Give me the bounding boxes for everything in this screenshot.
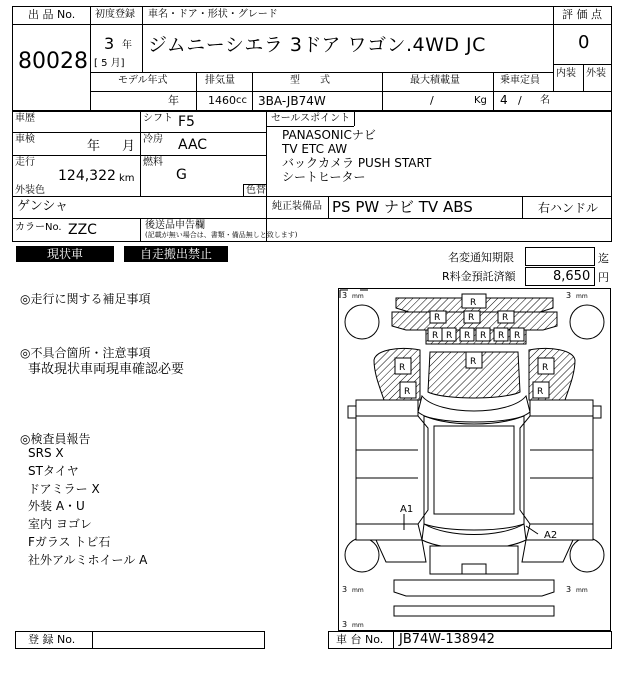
inspector-item: 外装 A・U [28, 499, 85, 514]
steering-value: 右ハンドル [538, 201, 599, 215]
lot-label: 出 品 No. [28, 8, 76, 21]
model-year-label: モデル年式 [118, 75, 168, 86]
ext-color-label: 外装色 [15, 185, 45, 196]
svg-text:R: R [432, 331, 439, 341]
mark-a1: A1 [400, 504, 414, 515]
tread-rl: 3 [342, 585, 348, 594]
name-change-unit: 迄 [598, 252, 609, 265]
inspector-item: ドアミラー X [28, 481, 100, 496]
fuel-value: G [176, 167, 187, 183]
mark-a2: A2 [544, 530, 558, 541]
exterior-label: 外装 [586, 68, 606, 79]
aircon-value: AAC [178, 137, 208, 153]
first-reg-year: 3 [104, 34, 115, 53]
interior-label: 内装 [556, 68, 576, 79]
post-report-label: 後送品申告欄 [145, 220, 205, 231]
color-change-label: 色替 [246, 185, 266, 196]
svg-text:R: R [537, 387, 544, 397]
tread-rr: 3 [566, 585, 572, 594]
title-label: 車名・ドア・形状・グレード [148, 9, 278, 20]
std-equip-value: PS PW ナビ TV ABS [332, 198, 473, 216]
inspector-item: SRS X [28, 446, 64, 460]
first-reg-year-unit: 年 [122, 40, 132, 51]
tread-fl: 3 [342, 291, 348, 300]
recycle-unit: 円 [598, 271, 609, 284]
history-label: 車歴 [15, 113, 35, 124]
post-report-sub: (記載が無い場合は、書類・備品無しと致します) [145, 231, 298, 239]
aircon-label: 冷房 [143, 134, 163, 145]
svg-text:R: R [542, 363, 549, 373]
inspector-item: 社外アルミホイール A [28, 552, 148, 567]
inspection-year-unit: 年 [87, 139, 101, 154]
sales-point-item: TV ETC AW [282, 142, 348, 156]
name-change-label: 名変通知期限 [448, 251, 514, 264]
svg-text:mm: mm [576, 293, 588, 300]
defect-text: 事故現状車両現車確認必要 [28, 362, 185, 377]
svg-text:R: R [399, 363, 406, 373]
defect-title: ◎不具合箇所・注意事項 [20, 346, 151, 360]
sales-point-item: PANASONICナビ [282, 128, 376, 142]
inspection-label: 車検 [15, 134, 35, 145]
capacity-unit: 名 [540, 95, 550, 106]
svg-text:R: R [446, 331, 453, 341]
std-equip-label: 純正装備品 [272, 201, 322, 212]
tread-fr: 3 [566, 291, 572, 300]
max-load-label: 最大積載量 [410, 75, 460, 86]
reg-no-label: 登 録 No. [28, 633, 76, 646]
sales-point-item: シートヒーター [282, 170, 366, 184]
name-change-box [525, 247, 595, 266]
mileage-unit: km [119, 173, 135, 184]
mileage-value: 124,322 [58, 168, 116, 184]
inspector-item: STタイヤ [28, 463, 79, 478]
inspector-item: 室内 ヨゴレ [28, 517, 92, 532]
svg-text:R: R [434, 313, 441, 323]
svg-text:mm: mm [576, 587, 588, 594]
max-load-sep: / [430, 94, 434, 107]
sales-point-label: セールスポイント [271, 113, 351, 124]
model-code: 3BA-JB74W [258, 94, 326, 108]
tread-spare: 3 [342, 620, 348, 629]
capacity-sep: / [518, 94, 522, 107]
svg-text:R: R [498, 331, 505, 341]
first-reg-month: [ 5 月] [94, 58, 125, 69]
ext-color-value: ゲンシャ [17, 199, 69, 214]
capacity-value: 4 [500, 93, 508, 107]
max-load-unit: Kg [474, 95, 487, 106]
driving-notes-title: ◎走行に関する補足事項 [20, 292, 151, 306]
displacement-unit: cc [236, 95, 247, 106]
chassis-label: 車 台 No. [336, 633, 384, 646]
shift-label: シフト [143, 113, 173, 124]
lot-number: 80028 [18, 49, 88, 74]
capacity-label: 乗車定員 [500, 75, 540, 86]
current-state-badge: 現状車 [16, 246, 114, 262]
svg-text:R: R [468, 313, 475, 323]
color-no-value: ZZC [68, 222, 97, 238]
shift-value: F5 [178, 114, 195, 130]
inspection-month-unit: 月 [122, 139, 136, 154]
svg-text:mm: mm [352, 293, 364, 300]
inspector-title: ◎検査員報告 [20, 432, 91, 446]
car-damage-diagram [338, 288, 611, 631]
recycle-label: R料金預託済額 [442, 270, 516, 283]
svg-text:mm: mm [352, 622, 364, 629]
chassis-number: JB74W-138942 [399, 632, 495, 647]
recycle-fee: 8,650 [553, 269, 591, 284]
svg-text:R: R [514, 331, 521, 341]
type-label: 型 式 [290, 75, 330, 86]
self-pickup-badge: 自走搬出禁止 [124, 246, 228, 262]
svg-text:mm: mm [352, 587, 364, 594]
sales-point-item: バックカメラ PUSH START [282, 156, 432, 170]
svg-text:R: R [470, 298, 477, 308]
svg-text:R: R [464, 331, 471, 341]
car-title: ジムニーシエラ 3ドア ワゴン.4WD JC [148, 34, 486, 56]
color-no-label: カラーNo. [15, 222, 62, 233]
svg-text:R: R [404, 387, 411, 397]
first-reg-label: 初度登録 [95, 9, 135, 20]
svg-text:R: R [480, 331, 487, 341]
model-year-unit: 年 [168, 94, 179, 107]
score-value: 0 [578, 32, 590, 53]
fuel-label: 燃料 [143, 157, 163, 168]
mileage-label: 走行 [15, 157, 35, 168]
displacement-label: 排気量 [205, 75, 235, 86]
svg-text:R: R [502, 313, 509, 323]
score-label: 評 価 点 [562, 8, 602, 21]
displacement-value: 1460 [208, 94, 236, 107]
inspector-item: Fガラス トビ石 [28, 535, 111, 549]
svg-text:R: R [470, 357, 477, 367]
